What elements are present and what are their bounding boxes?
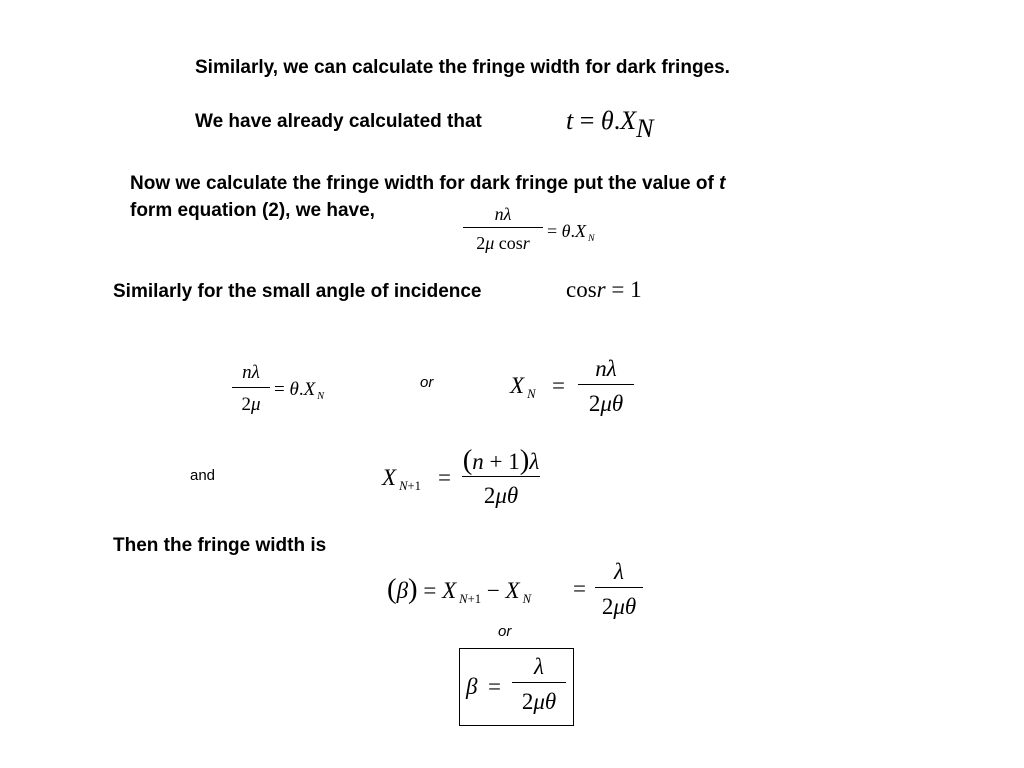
and-label: and <box>190 467 216 484</box>
or-label-2: or <box>498 623 512 640</box>
now-calculate-line <box>130 170 725 197</box>
fringe-width-line: Then the fringe width is <box>113 535 327 556</box>
equation-t: t = θ.XN <box>566 106 654 143</box>
now-calculate-text: Now we calculate the fringe width for dark fringe put the value of <box>130 173 720 194</box>
intro-line: Similarly, we can calculate the fringe width for dark fringes. <box>195 57 730 78</box>
small-angle-line: Similarly for the small angle of incidence <box>113 281 482 302</box>
or-label-1: or <box>420 374 434 391</box>
equation-2-line: form equation (2), we have, <box>130 200 375 221</box>
calculated-line: We have already calculated that <box>195 111 482 132</box>
variable-t: t <box>719 173 726 194</box>
equation-cos-r: cosr = 1 <box>566 277 642 302</box>
